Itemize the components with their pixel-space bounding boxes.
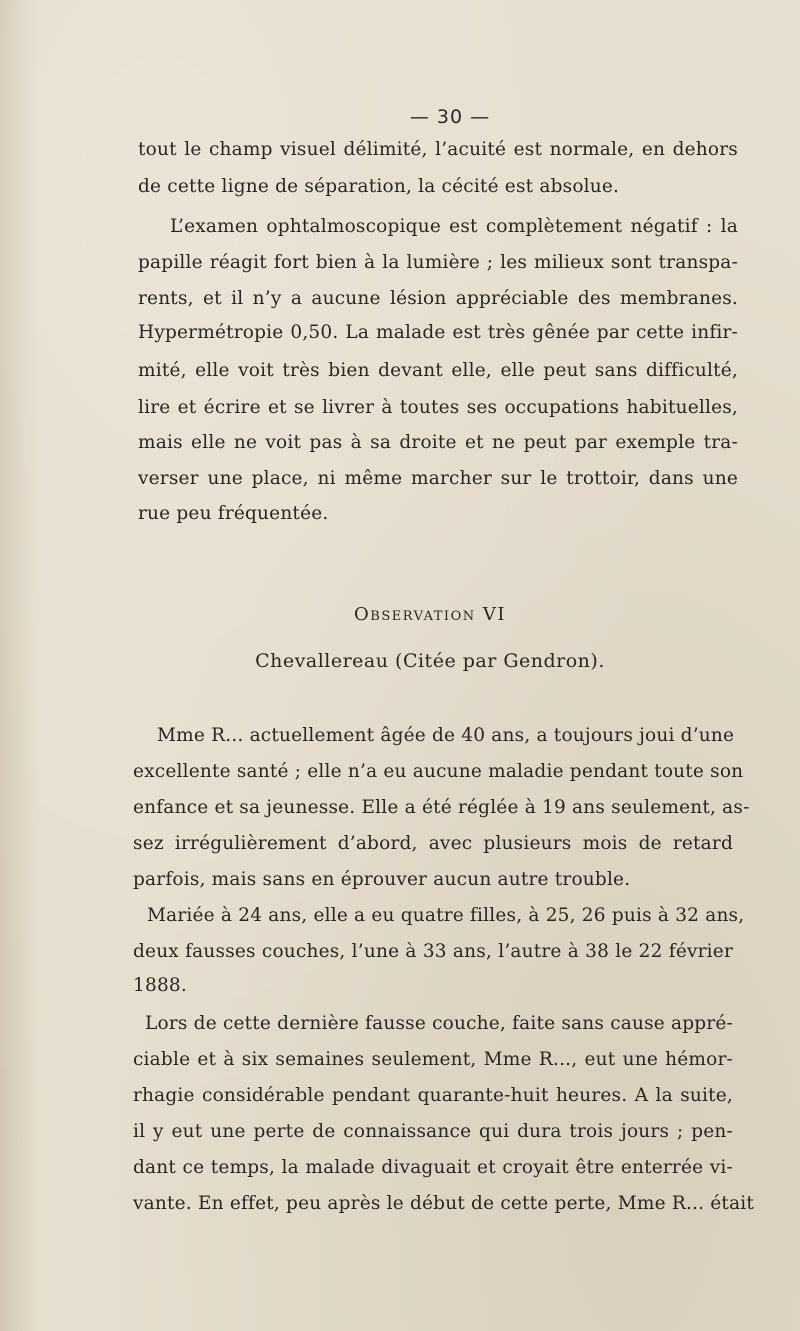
text-line: rhagie considérable pendant quarante-huit heures. A la suite, bbox=[133, 1085, 733, 1106]
text-line: Mariée à 24 ans, elle a eu quatre filles, à 25, 26 puis à 32 ans, bbox=[147, 905, 745, 926]
text-line: sez irrégulièrement d’abord, avec plusieurs mois de retard bbox=[133, 833, 733, 854]
text-line: tout le champ visuel délimité, l’acuité est normale, en dehors bbox=[138, 139, 738, 160]
text-line: deux fausses couches, l’une à 33 ans, l’autre à 38 le 22 février bbox=[133, 941, 733, 962]
text-line: dant ce temps, la malade divaguait et croyait être enterrée vi- bbox=[133, 1157, 733, 1178]
text-line: enfance et sa jeunesse. Elle a été réglée à 19 ans seulement, as- bbox=[133, 797, 750, 818]
text-line: L’examen ophtalmoscopique est complètement négatif : la bbox=[170, 216, 738, 237]
text-line: 1888. bbox=[133, 975, 187, 996]
text-line: parfois, mais sans en éprouver aucun autre trouble. bbox=[133, 869, 631, 890]
text-line: excellente santé ; elle n’a eu aucune maladie pendant toute son bbox=[133, 761, 744, 782]
text-line: lire et écrire et se livrer à toutes ses occupations habituelles, bbox=[138, 397, 738, 418]
text-line: Lors de cette dernière fausse couche, faite sans cause appré- bbox=[145, 1013, 733, 1034]
text-line: Hypermétropie 0,50. La malade est très gênée par cette infir- bbox=[138, 322, 738, 343]
page-number: — 30 — bbox=[409, 106, 491, 128]
text-line: mité, elle voit très bien devant elle, elle peut sans difficulté, bbox=[138, 360, 738, 381]
text-line: rents, et il n’y a aucune lésion appréciable des membranes. bbox=[138, 288, 738, 309]
observation-subtitle: Chevallereau (Citée par Gendron). bbox=[255, 650, 605, 672]
text-line: verser une place, ni même marcher sur le trottoir, dans une bbox=[138, 468, 738, 489]
observation-title: Observation VI bbox=[354, 604, 506, 625]
text-line: rue peu fréquentée. bbox=[138, 503, 329, 524]
text-line: vante. En effet, peu après le début de cette perte, Mme R... était bbox=[133, 1193, 755, 1214]
text-line: Mme R... actuellement âgée de 40 ans, a toujours joui d’une bbox=[157, 725, 735, 746]
text-line: papille réagit fort bien à la lumière ; les milieux sont transpa- bbox=[138, 252, 738, 273]
text-line: mais elle ne voit pas à sa droite et ne peut par exemple tra- bbox=[138, 432, 738, 453]
text-line: il y eut une perte de connaissance qui dura trois jours ; pen- bbox=[133, 1121, 733, 1142]
text-line: ciable et à six semaines seulement, Mme R..., eut une hémor- bbox=[133, 1049, 733, 1070]
text-line: de cette ligne de séparation, la cécité est absolue. bbox=[138, 176, 620, 197]
